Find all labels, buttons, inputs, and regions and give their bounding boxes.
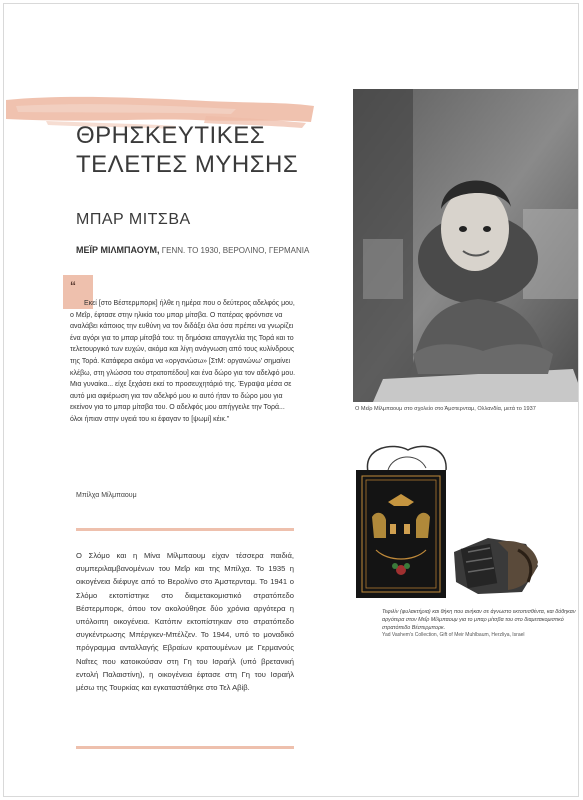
artifact-credit: Yad Vashem's Collection, Gift of Meir Muhlbaum, Herzliya, Israel [382,632,525,638]
divider-top [76,528,294,531]
body-paragraph: Ο Σλόμο και η Μίνα Μίλμπαουμ είχαν τέσσερα παιδιά, συμπεριλαμβανομένων του Μεΐρ και της Μπίλχα. Το 1935 η οικογένεια διέφυγε από το Βερολίνο στο Άμστερνταμ. Το 1941 ο Σλόμο εκτοπίστηκε στο διαμετακομιστικό στρατόπεδο Βέστερμπορκ, όπου τον ακολούθησε δύο χρόνια αργότερα η υπόλοιπη οικογένεια. Κατόπιν εκτοπίστηκαν στο στρατόπεδο συγκέντρωσης Μπέργκεν-Μπέλζεν. Το 1944, υπό το μοναδικό πρόγραμμα ανταλλαγής Εβραίων κρατουμένων με Γερμανούς Ναΐτες που κατοικούσαν στη Γη του Ισραήλ (υπό βρετανική εντολή Παλαιστίνη), η οικογένεια έφτασε στη Γη του Ισραήλ μέσω της Τουρκίας και εγκαταστάθηκε στο Τελ Αβίβ. [76,551,294,693]
quote-mark-icon: “ [63,275,93,309]
title-line-1: ΘΡΗΣΚΕΥΤΙΚΕΣ [76,122,266,149]
boy-at-school-photo [353,89,579,402]
photo-caption: Ο Μεΐρ Μίλμπαουμ στο σχολείο στο Άμστερνταμ, Ολλανδία, μετά το 1937 [355,406,536,412]
title-line-2: ΤΕΛΕΤΕΣ ΜΥΗΣΗΣ [76,151,299,178]
person-details: ΓΕΝΝ. ΤΟ 1930, ΒΕΡΟΛΙΝΟ, ΓΕΡΜΑΝΙΑ [159,246,310,255]
page-title [76,121,336,179]
testimony-quote: Εκεί [στο Βέστερμπορκ] ήλθε η ημέρα που ο δεύτερος αδελφός μου, ο Μεΐρ, έφτασε στην ηλικία του μπαρ μίτσβα. Ο πατέρας φρόντισε να αναλάβει κάποιος την ευθύνη να τον διδάξει όλα όσα πρέπει να γνωρίζει ένα αγόρι για το μπαρ μίτσβά του: τη δημόσια απαγγελία της Τορά και το τελετουργικό των ευχών, ακόμα και λίγη ανάγνωση από τους κυλίνδρους της Τορά. Κατάφερα ακόμα να «οργανώσω» [ΣτΜ: οργανώνω' σημαίνει κλέβω, στη γλώσσα του στρατοπέδου] και ένα δώρο για τον αδελφό μου. Μια γυναίκα... είχε ξεχάσει εκεί το προσευχητάριό της. Έγραψα μέσα σε αυτό μια αφιέρωση για τον αδελφό μου κι αυτό ήταν το δώρο μου για εκείνον για το μπαρ μίτσβα του. Ο αδελφός μου απήγγειλε την Τορά... όλοι ήπιαν στην υγειά του κι έφαγαν το [ψωμί] κέικ.” [70,300,296,423]
document-page [3,3,579,797]
person-name: ΜΕΪΡ ΜΙΛΜΠΑΟΥΜ, [76,245,160,255]
tefillin-bag-photo [348,442,579,604]
section-subtitle: ΜΠΑΡ ΜΙΤΣΒΑ [76,211,191,228]
artifact-caption: Τεφιλίν (φυλακτήρια) και θήκη που ανήκαν σε άγνωστο εκτοπισθέντα, και δόθηκαν αργότερα στον Μεΐρ Μίλμπαουμ για το μπαρ μίτσβα του στο διαμετακομιστικό στρατόπεδο Βέστερμπορκ. [382,609,576,631]
quote-author: Μπίλχα Μίλμπαουμ [76,492,137,499]
person-heading [76,245,316,255]
divider-bottom [76,746,294,749]
